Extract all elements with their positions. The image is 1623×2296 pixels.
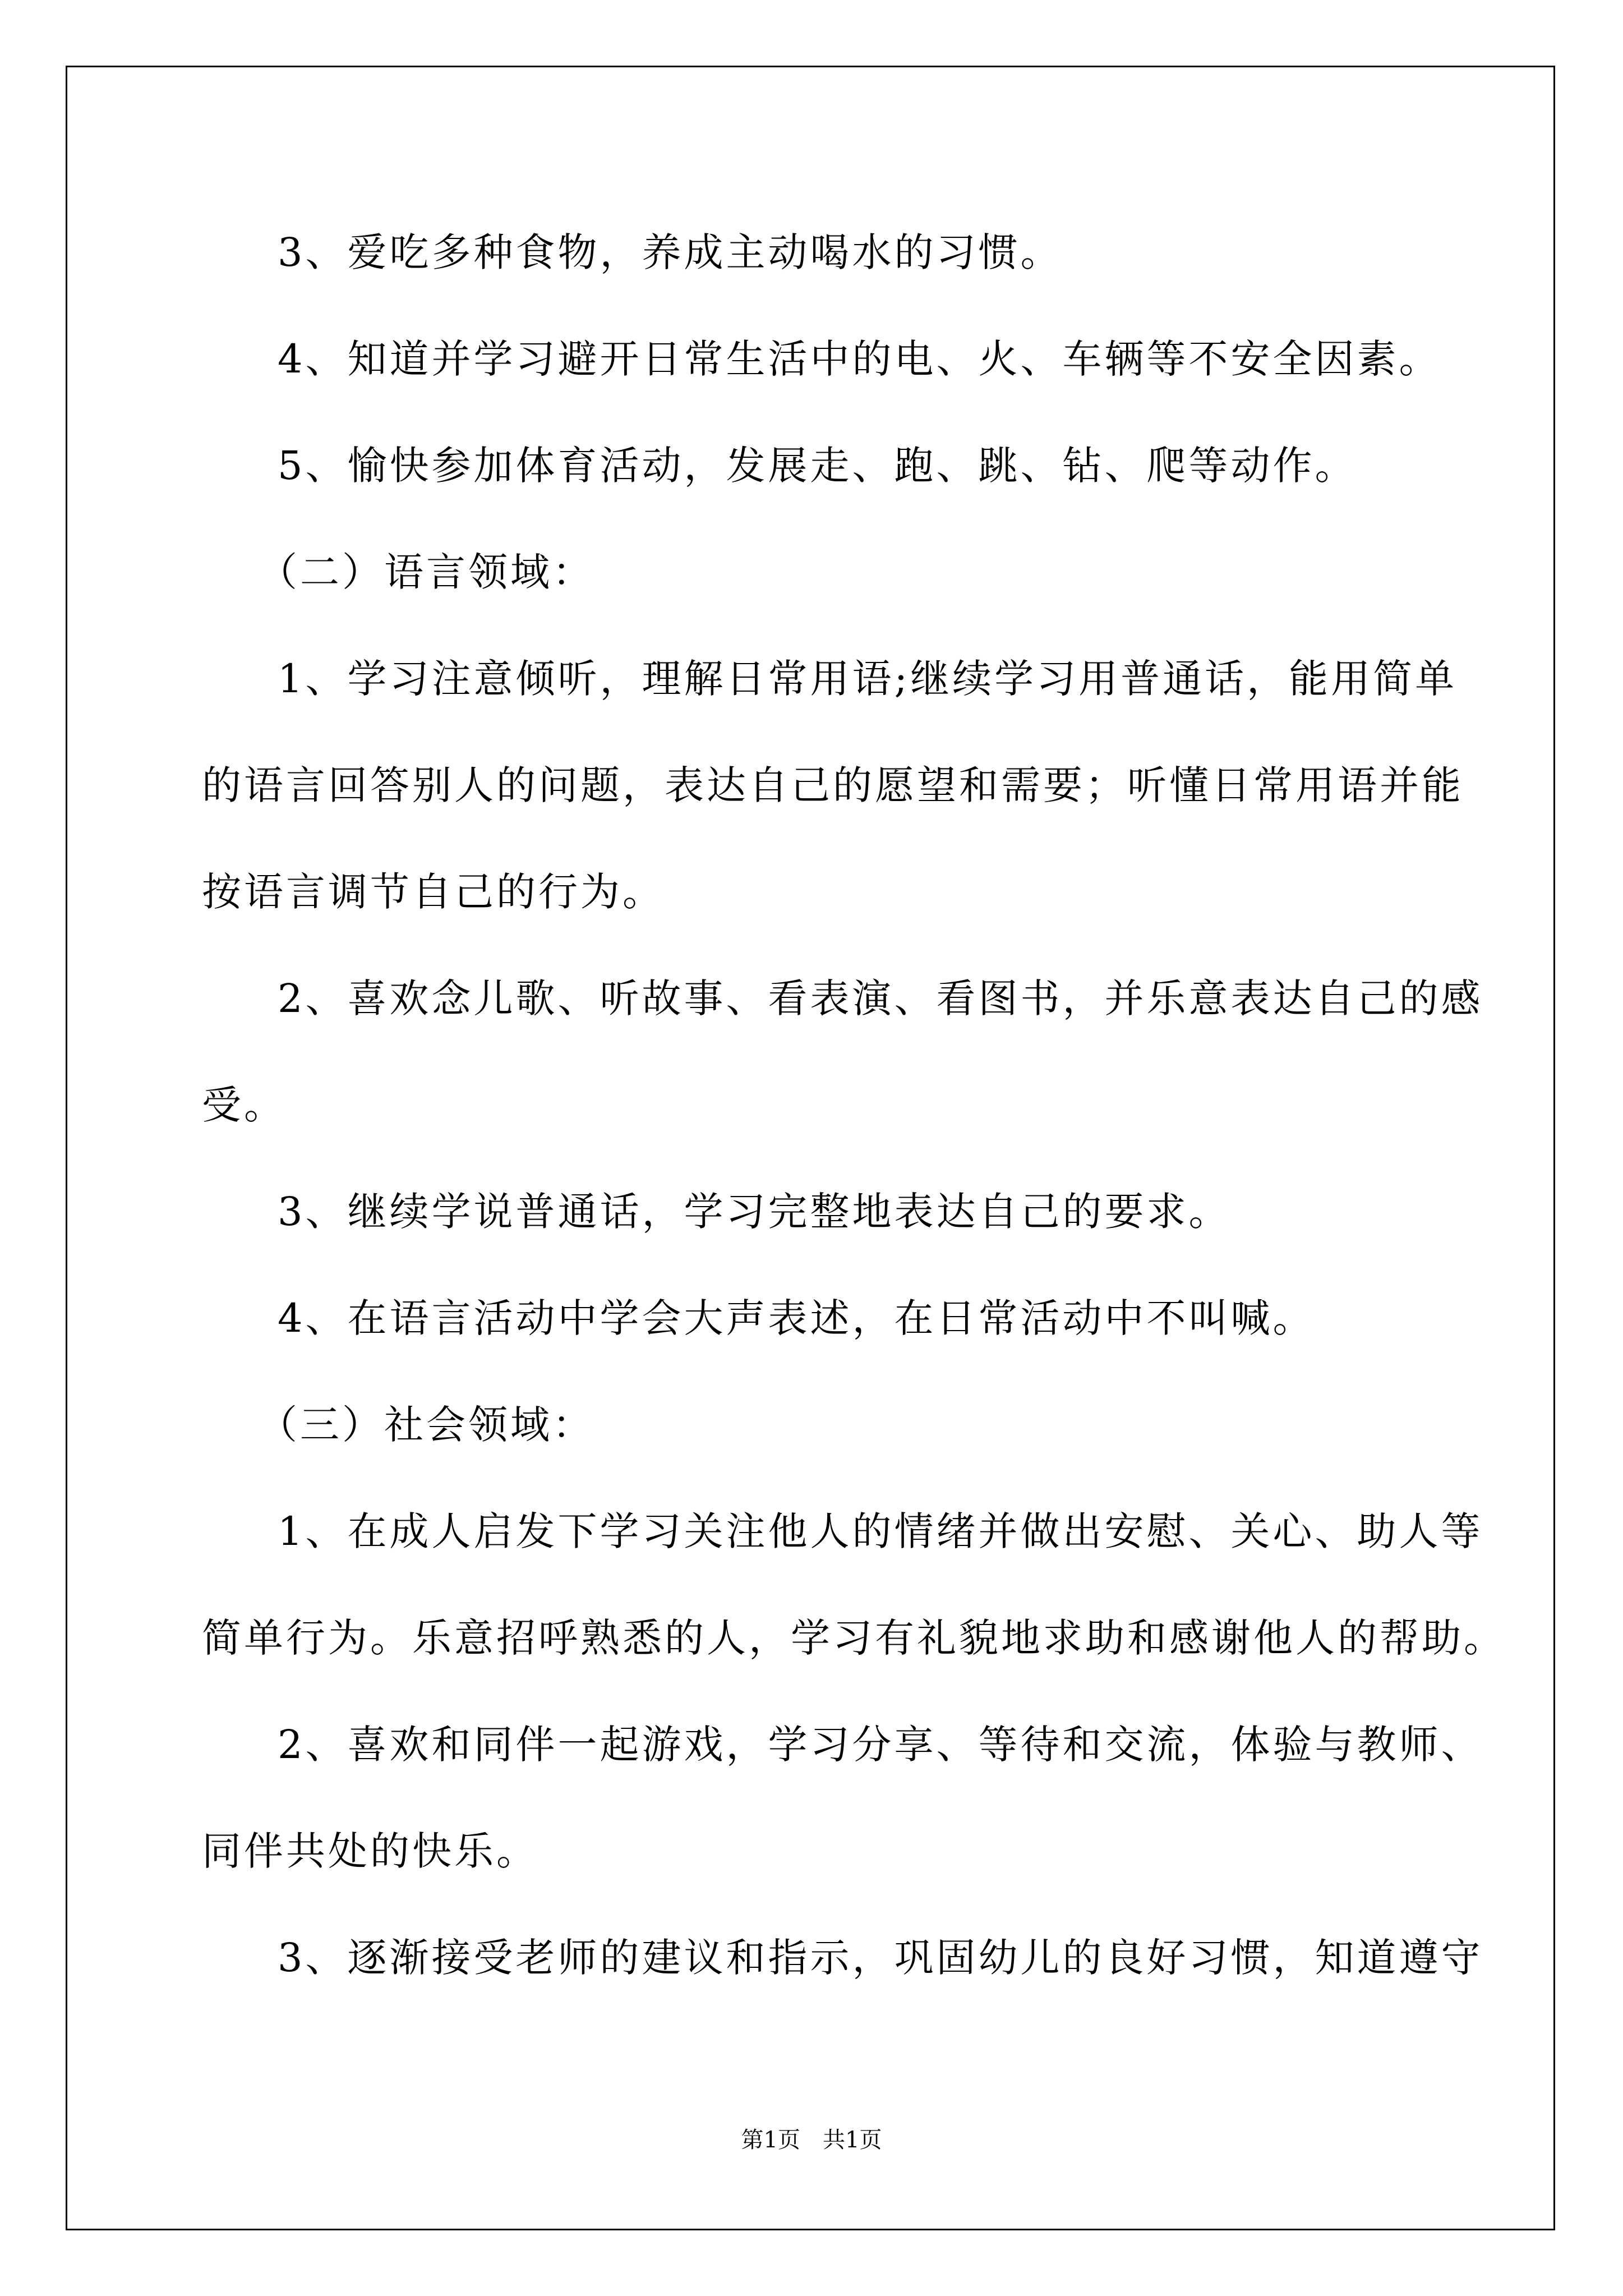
body-line-6: 的语言回答别人的问题，表达自己的愿望和需要；听懂日常用语并能: [202, 762, 1464, 808]
body-line-15: 2、喜欢和同伴一起游戏，学习分享、等待和交流，体验与教师、: [278, 1722, 1483, 1768]
body-line-16: 同伴共处的快乐。: [202, 1828, 538, 1874]
body-line-11: 4、在语言活动中学会大声表述，在日常活动中不叫喊。: [278, 1295, 1315, 1341]
body-line-10: 3、继续学说普通话，学习完整地表达自己的要求。: [278, 1189, 1231, 1235]
body-line-17: 3、逐渐接受老师的建议和指示，巩固幼儿的良好习惯，知道遵守: [278, 1935, 1483, 1981]
body-line-13: 1、在成人启发下学习关注他人的情绪并做出安慰、关心、助人等: [278, 1508, 1483, 1554]
body-line-1: 3、爱吃多种食物，养成主动喝水的习惯。: [278, 229, 1063, 275]
section-heading-social: （三）社会领域：: [258, 1402, 594, 1448]
body-line-5: 1、学习注意倾听，理解日常用语;继续学习用普通话，能用简单: [278, 656, 1458, 702]
page-footer: 第1页 共1页: [741, 2127, 882, 2153]
body-line-2: 4、知道并学习避开日常生活中的电、火、车辆等不安全因素。: [278, 336, 1441, 382]
body-line-7: 按语言调节自己的行为。: [202, 869, 665, 915]
body-line-9: 受。: [202, 1082, 286, 1128]
body-line-8: 2、喜欢念儿歌、听故事、看表演、看图书，并乐意表达自己的感: [278, 976, 1483, 1022]
section-heading-language: （二）语言领域：: [258, 549, 594, 595]
page-border: [66, 66, 1555, 2230]
body-line-14: 简单行为。乐意招呼熟悉的人，学习有礼貌地求助和感谢他人的帮助。: [202, 1615, 1506, 1661]
body-line-3: 5、愉快参加体育活动，发展走、跑、跳、钻、爬等动作。: [278, 443, 1357, 489]
